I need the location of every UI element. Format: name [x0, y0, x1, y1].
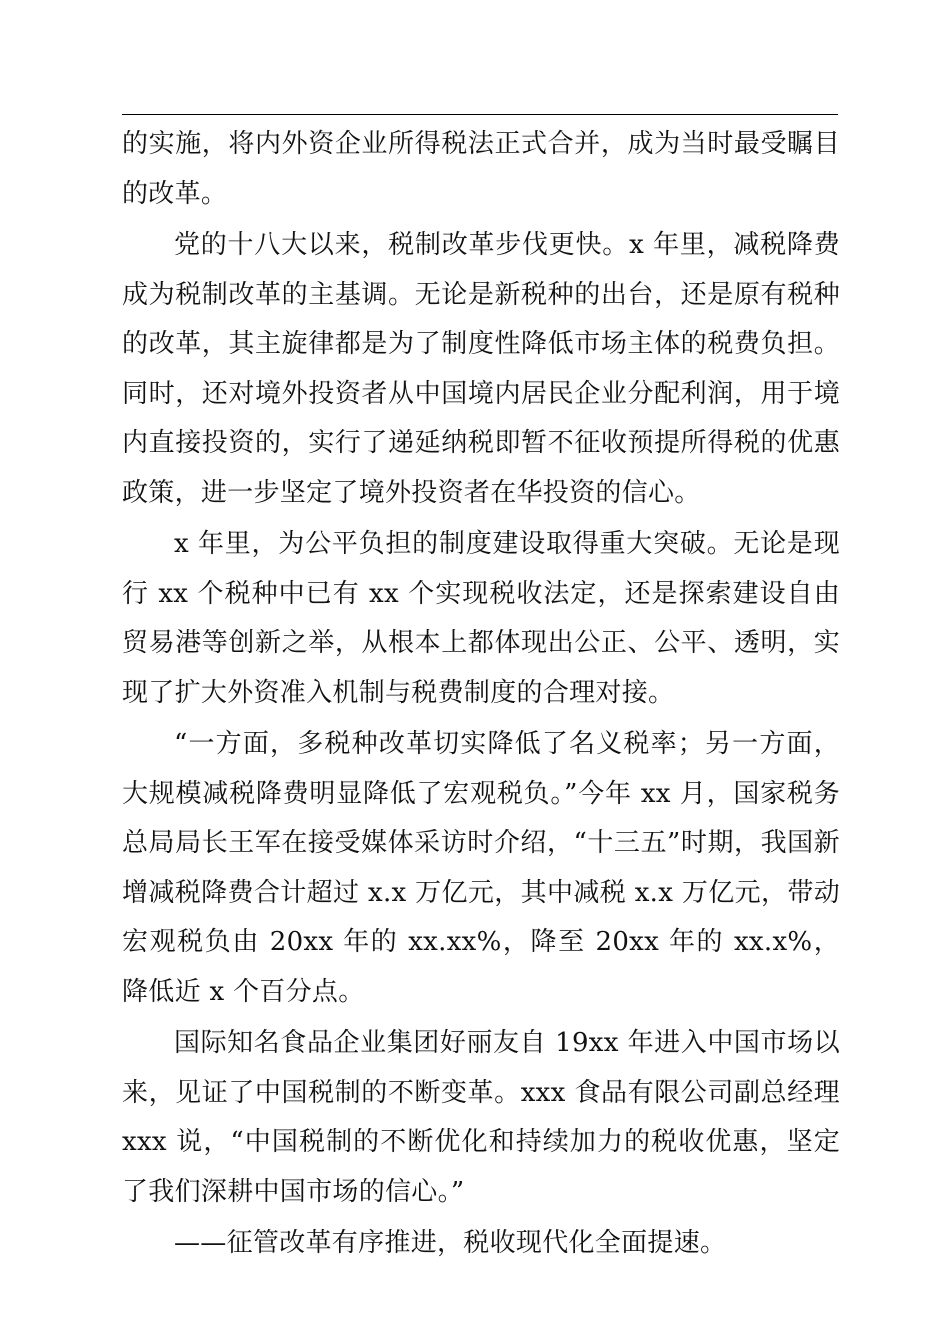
paragraph-section-heading: ——征管改革有序推进，税收现代化全面提速。 — [174, 1228, 727, 1258]
body-text — [122, 120, 840, 1269]
paragraph-orion-quote: 国际知名食品企业集团好丽友自 19xx 年进入中国市场以来，见证了中国税制的不断变革。xxx 食品有限公司副总经理 xxx 说，“中国税制的不断优化和持续加力的税收优惠，坚定了我们深耕中国市场的信心。” — [122, 1028, 840, 1207]
paragraph-continuation: 的实施，将内外资企业所得税法正式合并，成为当时最受瞩目的改革。 — [122, 129, 840, 209]
header-rule — [122, 114, 838, 115]
paragraph-tax-cut-stats: “一方面，多税种改革切实降低了名义税率；另一方面，大规模减税降费明显降低了宏观税负。”今年 xx 月，国家税务总局局长王军在接受媒体采访时介绍，“十三五”时期，我国新增减税降费合计超过 x.x 万亿元，其中减税 x.x 万亿元，带动宏观税负由 20xx 年的 xx.xx%，降至 20xx 年的 xx.x%，降低近 x 个百分点。 — [122, 729, 840, 1007]
paragraph-fair-burden: x 年里，为公平负担的制度建设取得重大突破。无论是现行 xx 个税种中已有 xx 个实现税收法定，还是探索建设自由贸易港等创新之举，从根本上都体现出公正、公平、透明，实现了扩大外资准入机制与税费制度的合理对接。 — [122, 529, 840, 708]
paragraph-tax-reform-pace: 党的十八大以来，税制改革步伐更快。x 年里，减税降费成为税制改革的主基调。无论是新税种的出台，还是原有税种的改革，其主旋律都是为了制度性降低市场主体的税费负担。同时，还对境外投资者从中国境内居民企业分配利润，用于境内直接投资的，实行了递延纳税即暂不征收预提所得税的优惠政策，进一步坚定了境外投资者在华投资的信心。 — [122, 230, 840, 508]
